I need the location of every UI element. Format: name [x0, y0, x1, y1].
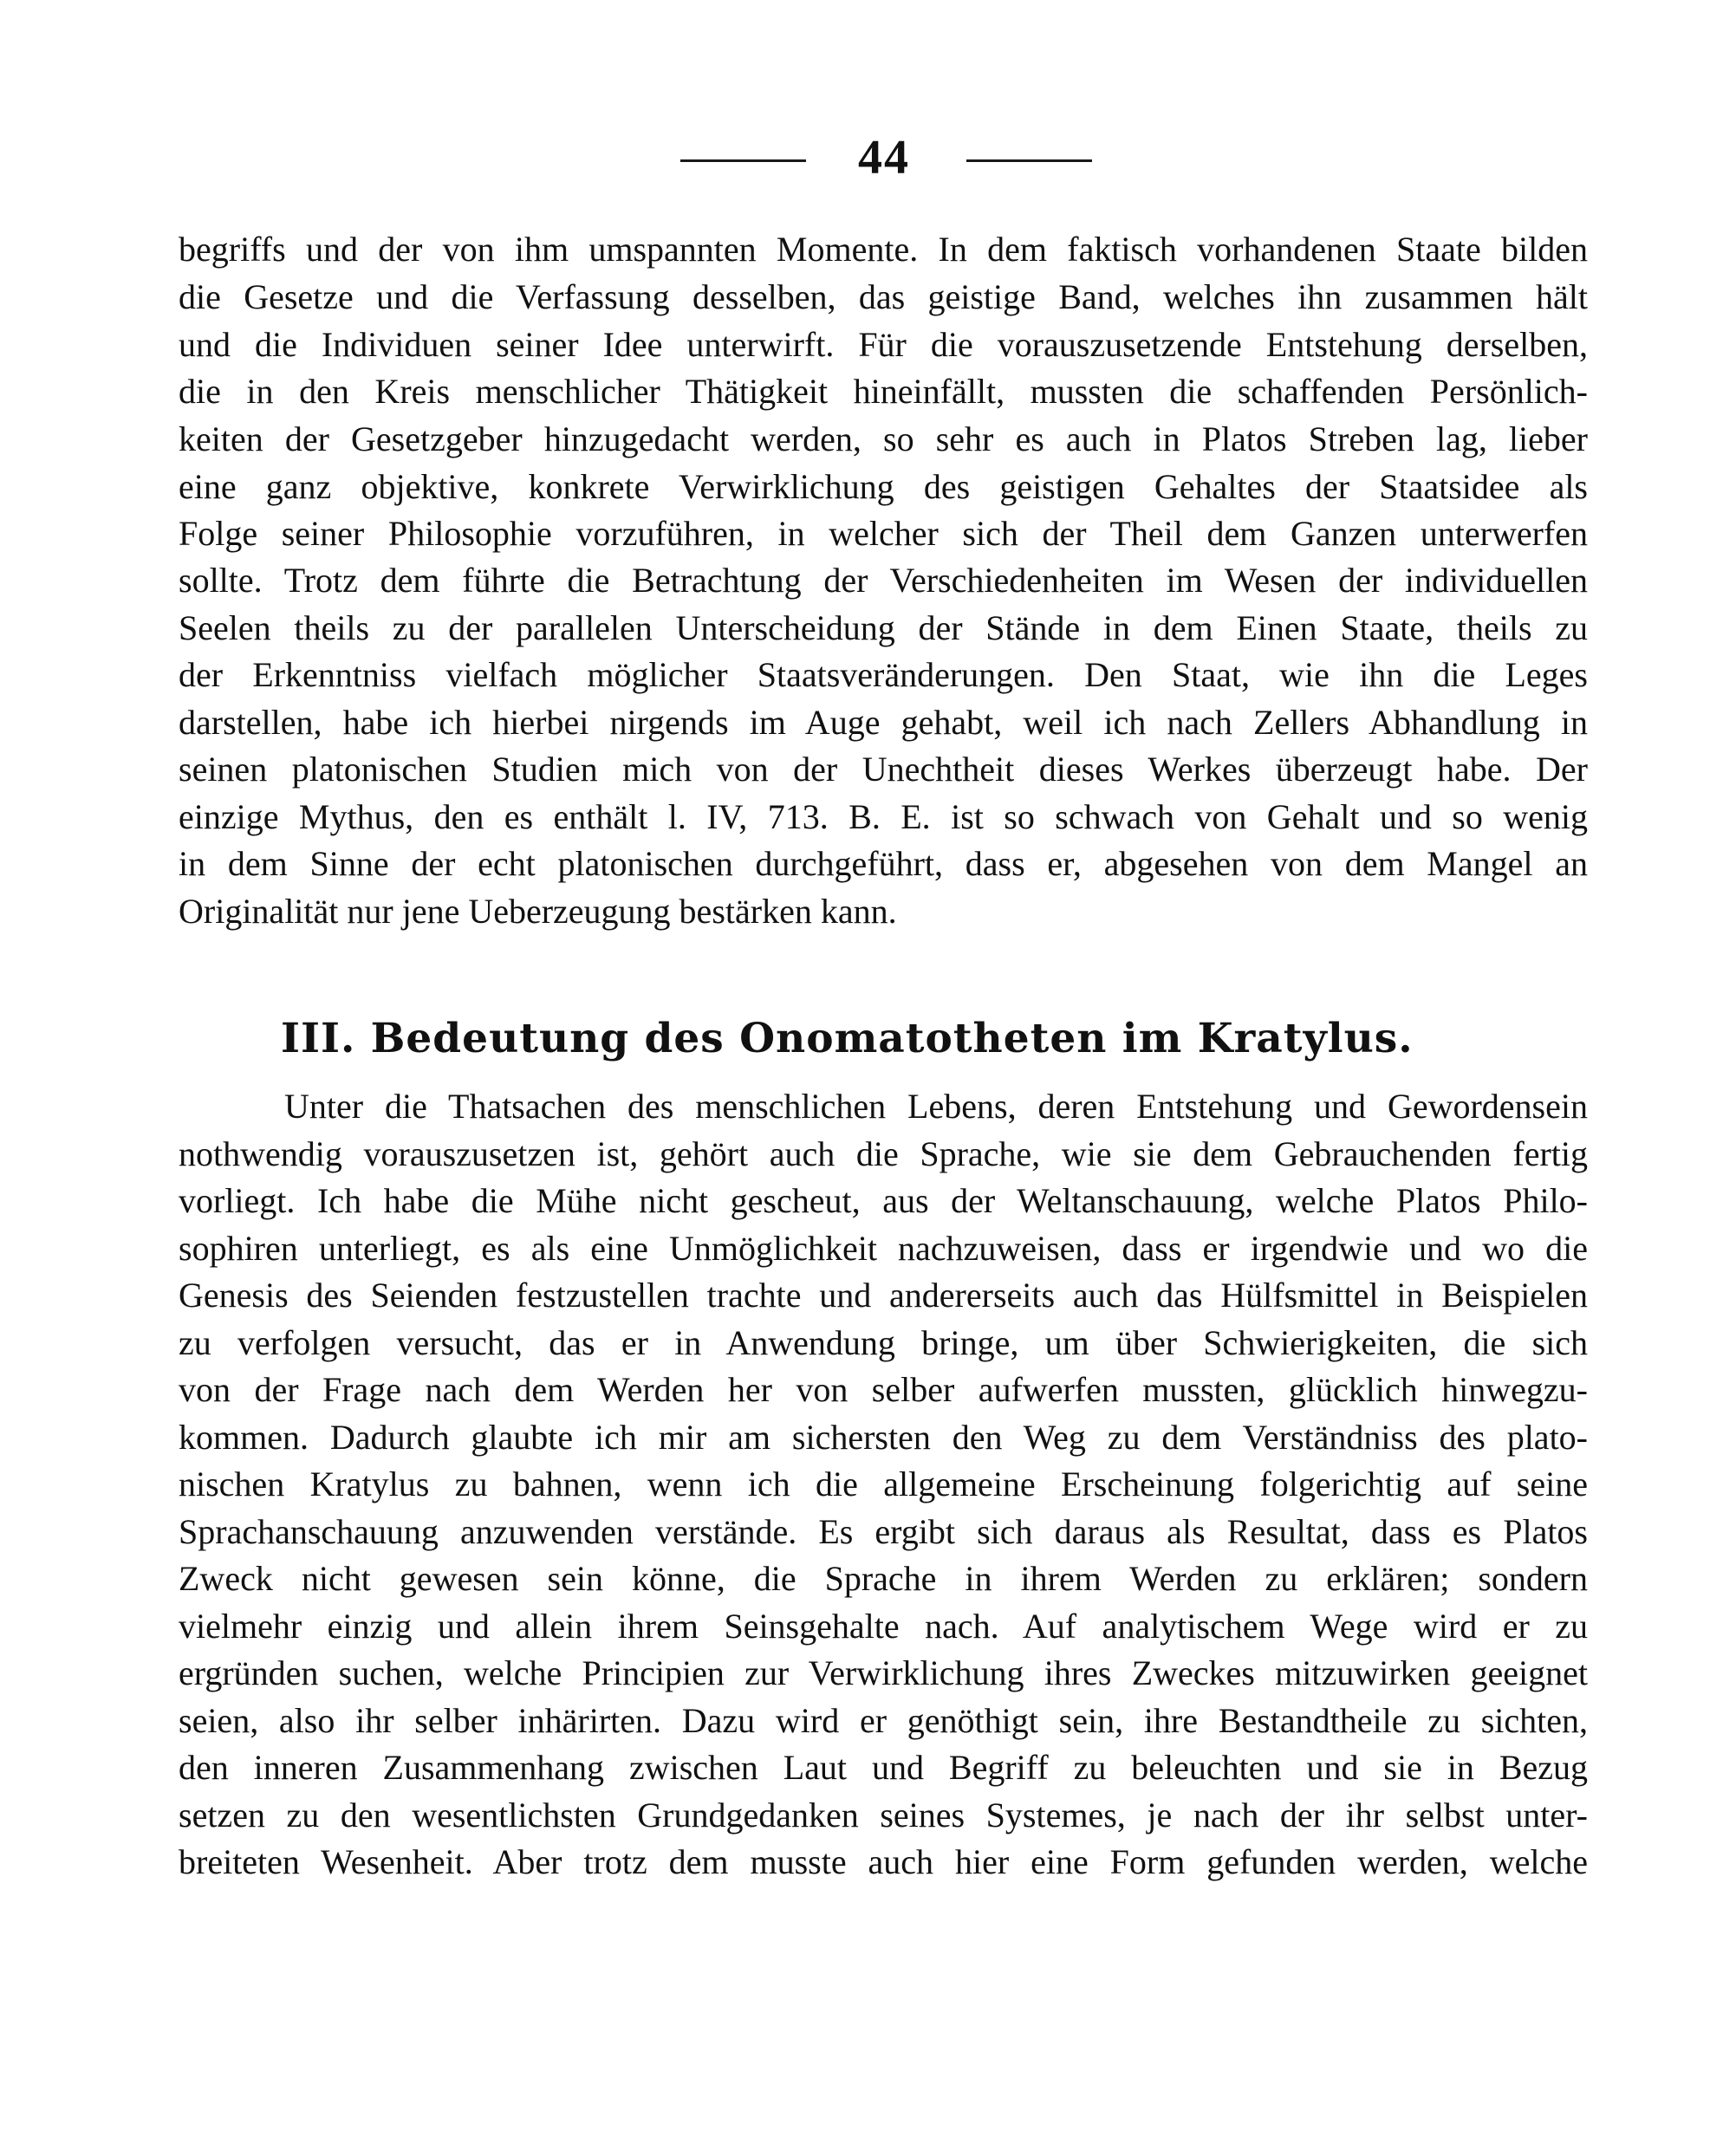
text-line: der Erkenntniss vielfach möglicher Staatsveränderungen. Den Staat, wie ihn die Leges	[179, 655, 1588, 694]
text-line: von der Frage nach dem Werden her von selber aufwerfen mussten, glücklich hinwegzu-	[179, 1370, 1588, 1409]
text-line: keiten der Gesetzgeber hinzugedacht werden, so sehr es auch in Platos Streben lag, lieber	[179, 419, 1588, 458]
text-line: die Gesetze und die Verfassung desselben, das geistige Band, welches ihn zusammen hält	[179, 277, 1588, 316]
header-rule-right	[966, 159, 1092, 162]
page-number: 44	[858, 131, 910, 185]
text-line: breiteten Wesenheit. Aber trotz dem musste auch hier eine Form gefunden werden, welche	[179, 1842, 1588, 1881]
text-line: setzen zu den wesentlichsten Grundgedanken seines Systemes, je nach der ihr selbst unter-	[179, 1796, 1588, 1835]
text-line: Seelen theils zu der parallelen Unterscheidung der Stände in dem Einen Staate, theils zu	[179, 608, 1588, 647]
text-line: und die Individuen seiner Idee unterwirft. Für die vorauszusetzende Entstehung derselben,	[179, 325, 1588, 364]
header-rule-left	[680, 159, 806, 162]
section-heading: III. Bedeutung des Onomatotheten im Kratylus.	[281, 1015, 1414, 1062]
text-line: zu verfolgen versucht, das er in Anwendung bringe, um über Schwierigkeiten, die sich	[179, 1323, 1588, 1362]
text-line: Genesis des Seienden festzustellen trachte und andererseits auch das Hülfsmittel in Beispielen	[179, 1276, 1588, 1315]
text-line: nischen Kratylus zu bahnen, wenn ich die allgemeine Erscheinung folgerichtig auf seine	[179, 1464, 1588, 1503]
text-line: Unter die Thatsachen des menschlichen Lebens, deren Entstehung und Gewordensein	[284, 1087, 1588, 1126]
text-line: seien, also ihr selber inhärirten. Dazu wird er genöthigt sein, ihre Bestandtheile zu sichten,	[179, 1701, 1588, 1740]
text-line: begriffs und der von ihm umspannten Momente. In dem faktisch vorhandenen Staate bilden	[179, 230, 1588, 269]
text-line: eine ganz objektive, konkrete Verwirklichung des geistigen Gehaltes der Staatsidee als	[179, 467, 1588, 506]
text-line: ergründen suchen, welche Principien zur Verwirklichung ihres Zweckes mitzuwirken geeignet	[179, 1653, 1588, 1692]
text-line: sophiren unterliegt, es als eine Unmöglichkeit nachzuweisen, dass er irgendwie und wo die	[179, 1229, 1588, 1268]
text-line: einzige Mythus, den es enthält l. IV, 713. B. E. ist so schwach von Gehalt und so wenig	[179, 797, 1588, 836]
text-line: kommen. Dadurch glaubte ich mir am sichersten den Weg zu dem Verständniss des plato-	[179, 1418, 1588, 1457]
text-line: Originalität nur jene Ueberzeugung bestärken kann.	[179, 892, 897, 931]
text-line: seinen platonischen Studien mich von der Unechtheit dieses Werkes überzeugt habe. Der	[179, 750, 1588, 789]
text-line: nothwendig vorauszusetzen ist, gehört auch die Sprache, wie sie dem Gebrauchenden fertig	[179, 1134, 1588, 1173]
page-header	[0, 130, 1723, 191]
text-line: darstellen, habe ich hierbei nirgends im Auge gehabt, weil ich nach Zellers Abhandlung in	[179, 703, 1588, 742]
text-line: Folge seiner Philosophie vorzuführen, in welcher sich der Theil dem Ganzen unterwerfen	[179, 514, 1588, 553]
text-line: vielmehr einzig und allein ihrem Seinsgehalte nach. Auf analytischem Wege wird er zu	[179, 1607, 1588, 1646]
text-line: die in den Kreis menschlicher Thätigkeit hineinfällt, mussten die schaffenden Persönlich-	[179, 372, 1588, 411]
text-line: sollte. Trotz dem führte die Betrachtung der Verschiedenheiten im Wesen der individuellen	[179, 561, 1588, 600]
text-line: den inneren Zusammenhang zwischen Laut und Begriff zu beleuchten und sie in Bezug	[179, 1748, 1588, 1787]
text-line: Zweck nicht gewesen sein könne, die Sprache in ihrem Werden zu erklären; sondern	[179, 1559, 1588, 1598]
text-line: in dem Sinne der echt platonischen durchgeführt, dass er, abgesehen von dem Mangel an	[179, 844, 1588, 883]
text-line: Sprachanschauung anzuwenden verstände. Es ergibt sich daraus als Resultat, dass es Platos	[179, 1512, 1588, 1551]
text-line: vorliegt. Ich habe die Mühe nicht gescheut, aus der Weltanschauung, welche Platos Philo-	[179, 1181, 1588, 1220]
